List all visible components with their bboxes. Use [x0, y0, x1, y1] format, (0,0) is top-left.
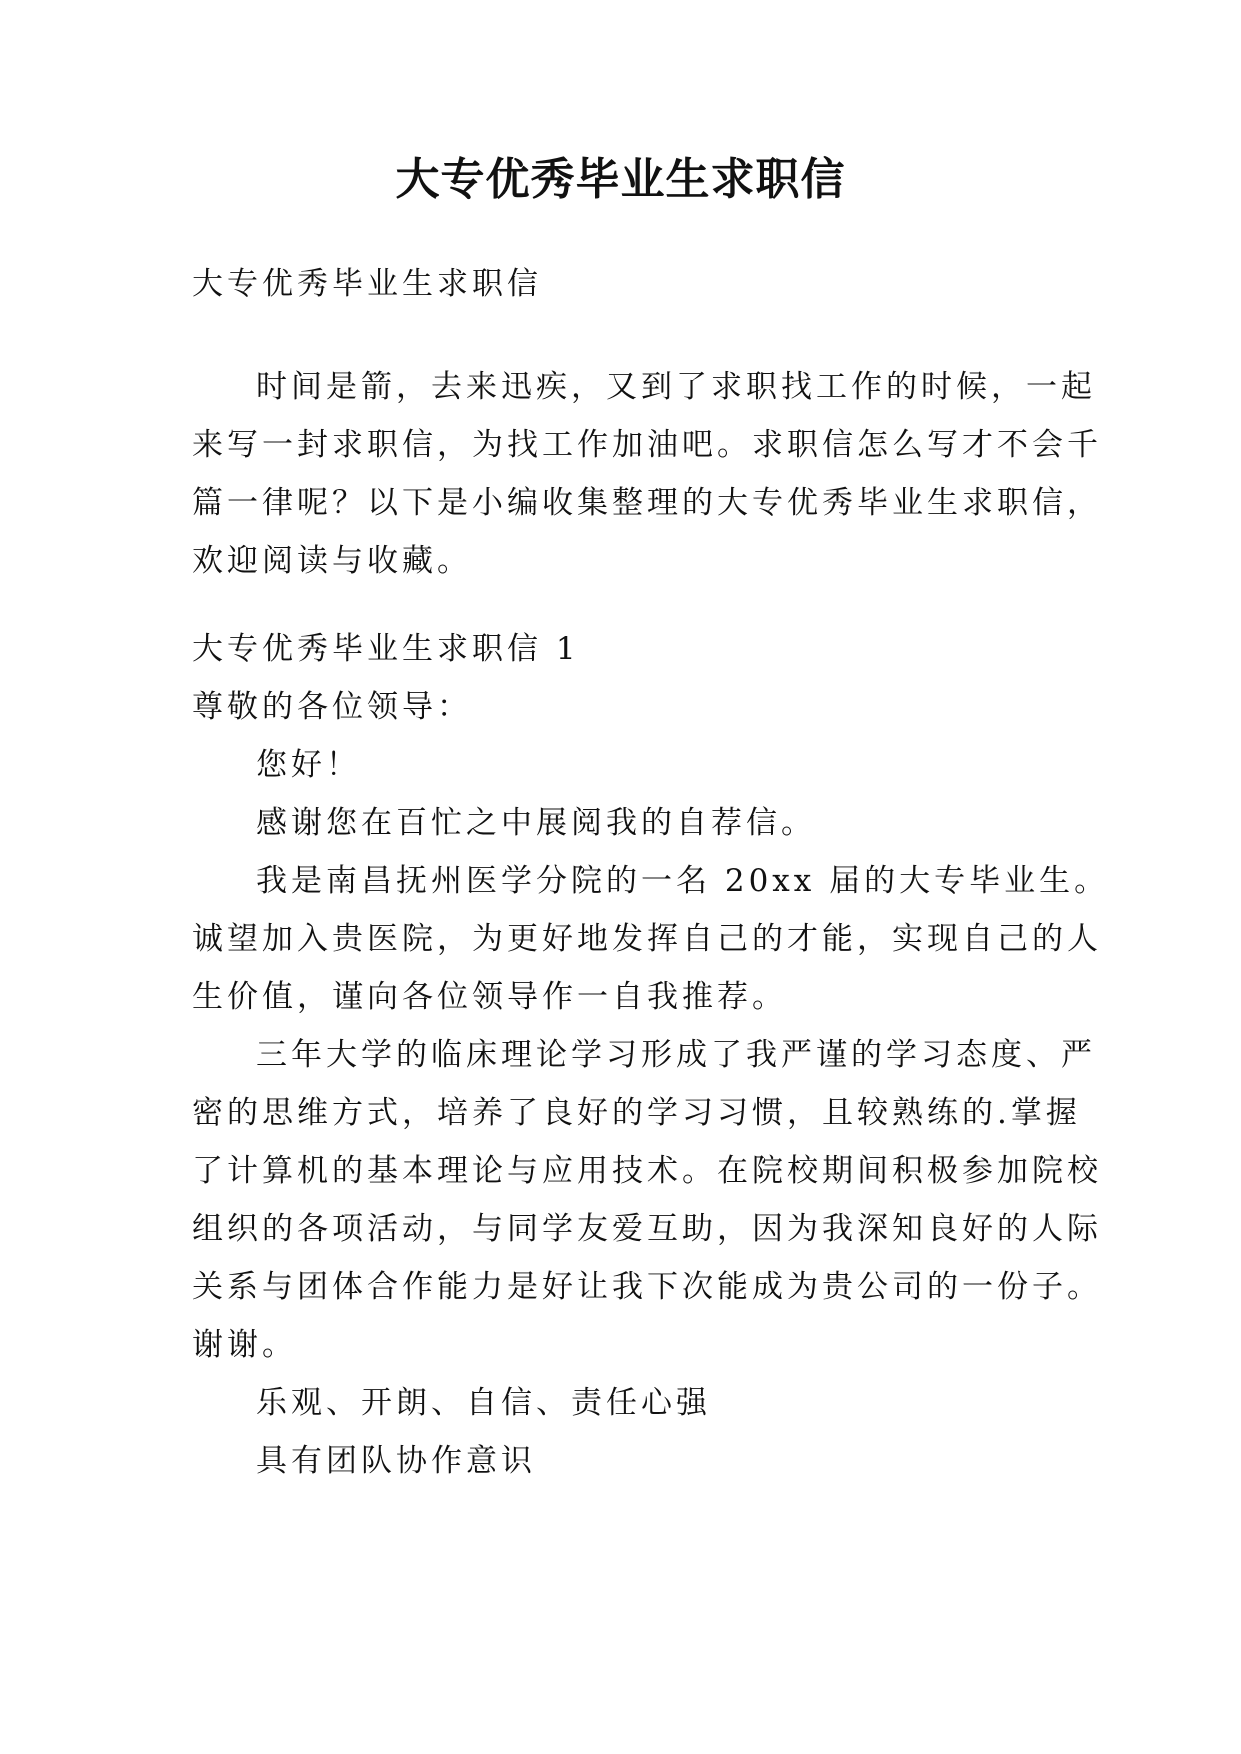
subtitle-line: 大专优秀毕业生求职信: [192, 266, 542, 302]
document-subtitle: [192, 255, 1072, 313]
para1-line-1: 我是南昌抚州医学分院的一名 20xx 届的大专毕业生。: [256, 863, 1110, 899]
letter-thanks: 感谢您在百忙之中展阅我的自荐信。: [256, 805, 816, 841]
letter-body: [192, 620, 1110, 1490]
letter-salutation: 尊敬的各位领导：: [192, 689, 472, 725]
para1-line-3: 生价值，谨向各位领导作一自我推荐。: [192, 979, 787, 1015]
para2-line-5: 关系与团体合作能力是好让我下次能成为贵公司的一份子。: [192, 1269, 1102, 1305]
intro-line-3: 篇一律呢？以下是小编收集整理的大专优秀毕业生求职信，: [192, 485, 1102, 521]
intro-line-1: 时间是箭，去来迅疾，又到了求职找工作的时候，一起: [256, 369, 1096, 405]
intro-line-2: 来写一封求职信，为找工作加油吧。求职信怎么写才不会千: [192, 427, 1102, 463]
para2-line-1: 三年大学的临床理论学习形成了我严谨的学习态度、严: [256, 1037, 1096, 1073]
document-title: 大专优秀毕业生求职信: [395, 154, 846, 205]
para2-line-2: 密的思维方式，培养了良好的学习习惯，且较熟练的.掌握: [192, 1095, 1081, 1131]
para1-line-2: 诚望加入贵医院，为更好地发挥自己的才能，实现自己的人: [192, 921, 1102, 957]
intro-line-4: 欢迎阅读与收藏。: [192, 543, 472, 579]
para2-line-4: 组织的各项活动，与同学友爱互助，因为我深知良好的人际: [192, 1211, 1102, 1247]
trait-line-2: 具有团队协作意识: [256, 1443, 536, 1479]
intro-paragraph: [192, 358, 1102, 590]
para2-line-3: 了计算机的基本理论与应用技术。在院校期间积极参加院校: [192, 1153, 1102, 1189]
trait-line-1: 乐观、开朗、自信、责任心强: [256, 1385, 711, 1421]
letter-greeting: 您好！: [256, 747, 361, 783]
para2-line-6: 谢谢。: [192, 1327, 297, 1363]
letter-heading: 大专优秀毕业生求职信 1: [192, 631, 580, 667]
